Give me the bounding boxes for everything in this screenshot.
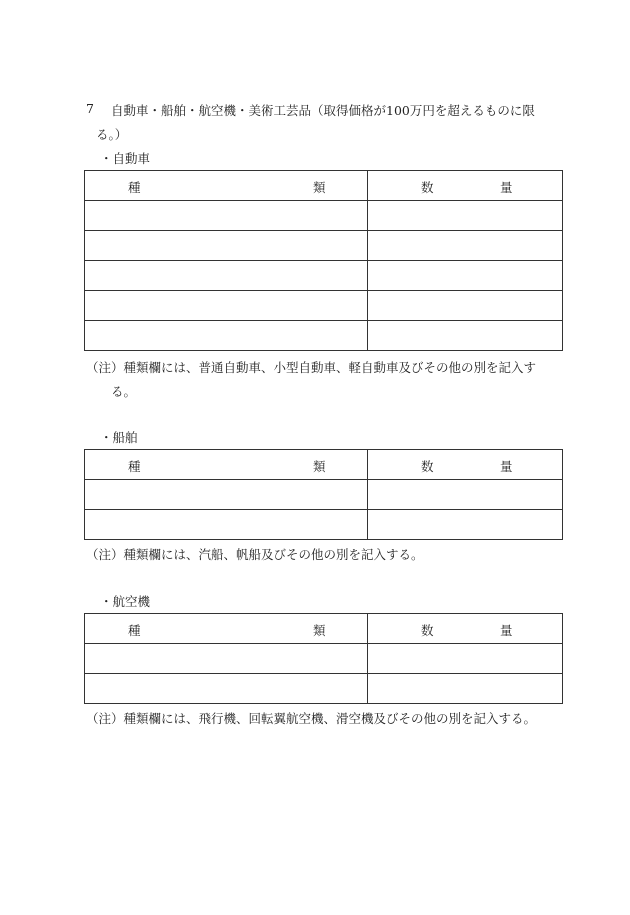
table-row xyxy=(85,231,563,261)
table-header-row xyxy=(85,614,563,644)
header-quantity xyxy=(368,171,563,201)
table-row xyxy=(85,261,563,291)
section-title-continued: る。） xyxy=(96,127,128,142)
automobile-label: ・自動車 xyxy=(100,151,151,166)
header-quantity xyxy=(368,614,563,644)
kind-cell[interactable] xyxy=(85,231,368,261)
header-kind-char-1: 種 xyxy=(128,623,141,638)
quantity-cell[interactable] xyxy=(368,291,563,321)
header-qty-char-1: 数 xyxy=(421,180,434,195)
quantity-cell[interactable] xyxy=(368,674,563,704)
header-qty-char-1: 数 xyxy=(421,459,434,474)
quantity-cell[interactable] xyxy=(368,261,563,291)
ship-table xyxy=(84,449,563,540)
header-quantity xyxy=(368,450,563,480)
table-row xyxy=(85,674,563,704)
header-qty-char-2: 量 xyxy=(500,623,513,638)
header-kind-char-2: 類 xyxy=(313,459,326,474)
ship-note: （注）種類欄には、汽船、帆船及びその他の別を記入する。 xyxy=(86,547,424,562)
ship-label: ・船舶 xyxy=(100,430,138,445)
table-header-row xyxy=(85,171,563,201)
aircraft-note: （注）種類欄には、飛行機、回転翼航空機、滑空機及びその他の別を記入する。 xyxy=(86,711,537,726)
header-kind-char-2: 類 xyxy=(313,180,326,195)
header-kind xyxy=(85,171,368,201)
aircraft-table xyxy=(84,613,563,704)
header-kind xyxy=(85,450,368,480)
quantity-cell[interactable] xyxy=(368,480,563,510)
aircraft-label: ・航空機 xyxy=(100,594,151,609)
quantity-cell[interactable] xyxy=(368,644,563,674)
kind-cell[interactable] xyxy=(85,674,368,704)
header-qty-char-1: 数 xyxy=(421,623,434,638)
automobile-table xyxy=(84,170,563,351)
quantity-cell[interactable] xyxy=(368,201,563,231)
header-kind-char-2: 類 xyxy=(313,623,326,638)
quantity-cell[interactable] xyxy=(368,231,563,261)
quantity-cell[interactable] xyxy=(368,321,563,351)
table-row xyxy=(85,480,563,510)
kind-cell[interactable] xyxy=(85,201,368,231)
quantity-cell[interactable] xyxy=(368,510,563,540)
kind-cell[interactable] xyxy=(85,261,368,291)
kind-cell[interactable] xyxy=(85,480,368,510)
automobile-note-continued: る。 xyxy=(111,384,137,399)
section-number: 7 xyxy=(86,101,94,116)
header-kind-char-1: 種 xyxy=(128,459,141,474)
table-row xyxy=(85,321,563,351)
section-title: 自動車・船舶・航空機・美術工芸品（取得価格が100万円を超えるものに限 xyxy=(111,103,535,118)
table-row xyxy=(85,644,563,674)
table-header-row xyxy=(85,450,563,480)
header-qty-char-2: 量 xyxy=(500,459,513,474)
kind-cell[interactable] xyxy=(85,321,368,351)
kind-cell[interactable] xyxy=(85,644,368,674)
kind-cell[interactable] xyxy=(85,291,368,321)
table-row xyxy=(85,201,563,231)
header-qty-char-2: 量 xyxy=(500,180,513,195)
header-kind-char-1: 種 xyxy=(128,180,141,195)
header-kind xyxy=(85,614,368,644)
automobile-note: （注）種類欄には、普通自動車、小型自動車、軽自動車及びその他の別を記入す xyxy=(86,360,537,375)
kind-cell[interactable] xyxy=(85,510,368,540)
table-row xyxy=(85,291,563,321)
table-row xyxy=(85,510,563,540)
